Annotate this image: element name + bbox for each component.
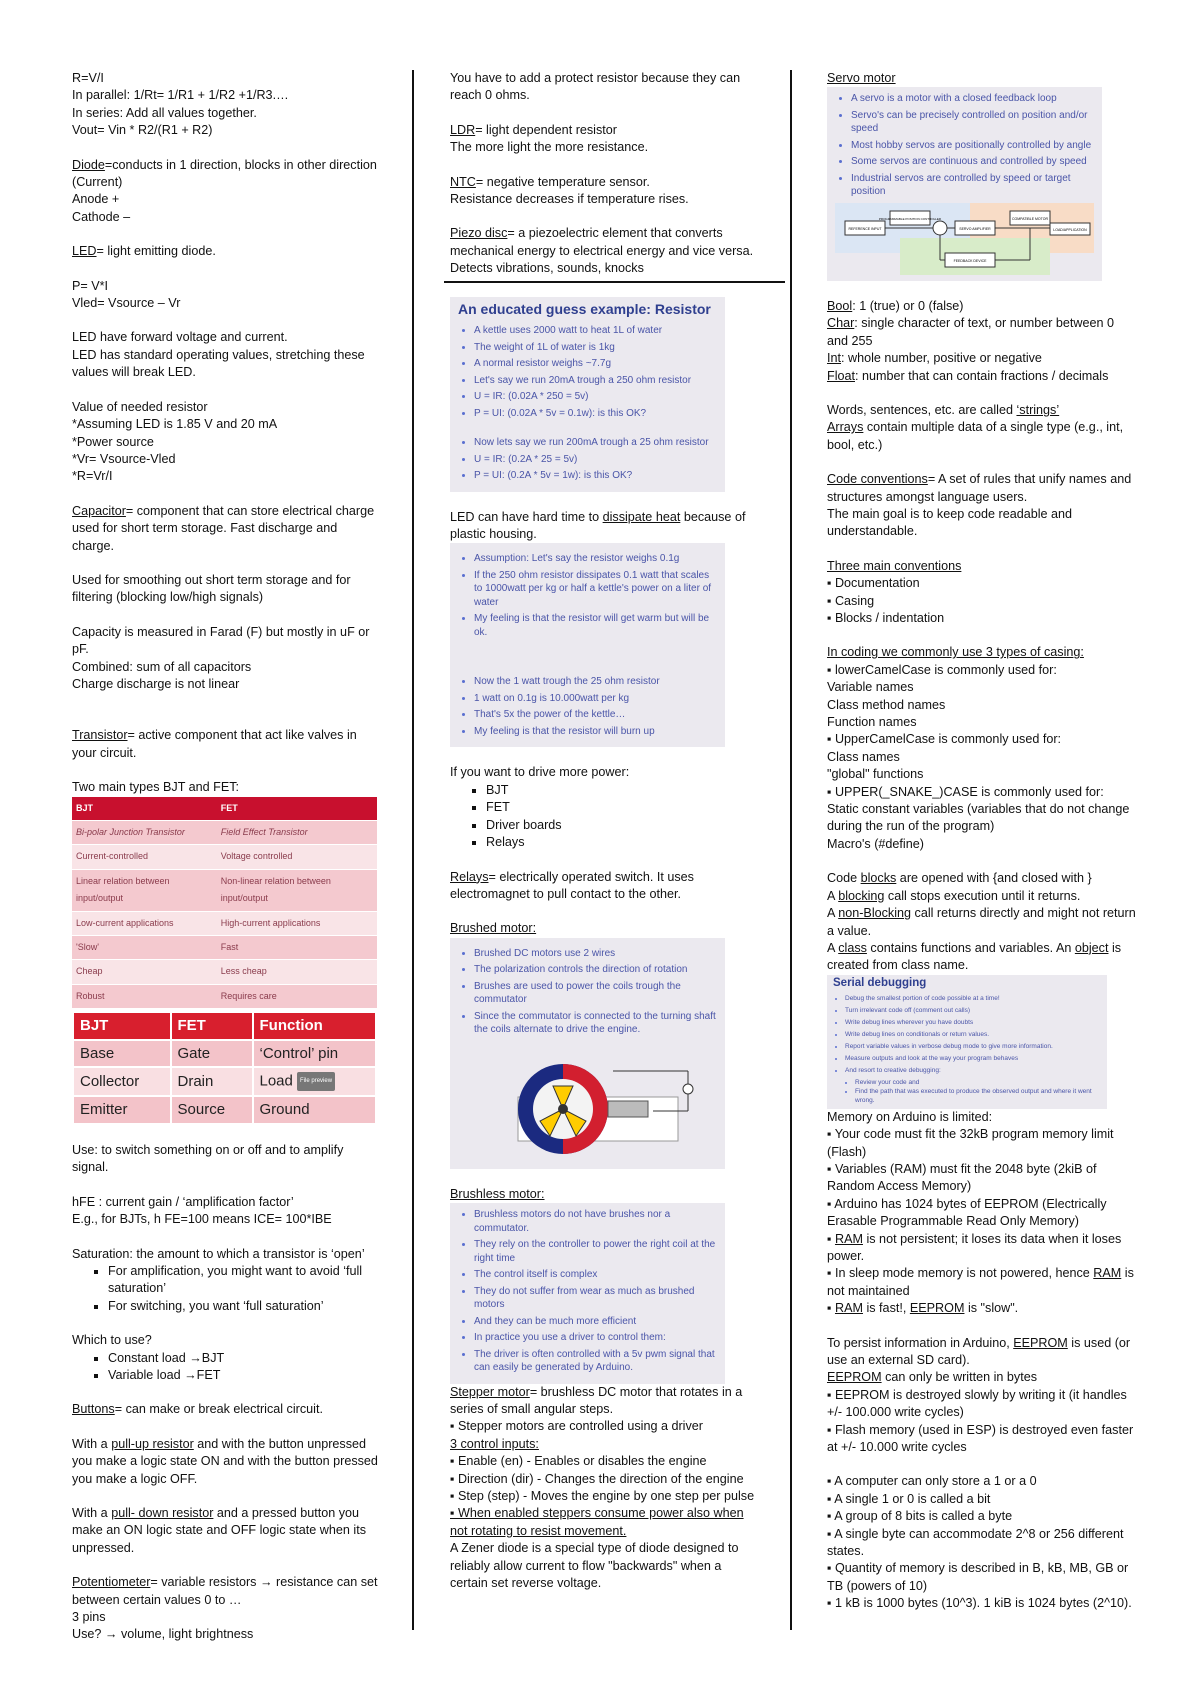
led-standard: LED has standard operating values, stretching these values will break LED. <box>72 347 365 380</box>
table-cell: Low-current applications <box>72 911 217 935</box>
piezo-definition: Piezo disc= a piezoelectric element that converts mechanical energy to electrical energy and vice versa. <box>450 226 754 258</box>
blocking-call: A blocking call stops execution until it returns. <box>827 888 1081 903</box>
list-item: • Brushless motors do not have brushes nor a commutator. <box>474 1208 717 1235</box>
slide-list <box>458 1208 717 1375</box>
stepper-enable: ▪ Enable (en) - Enables or disables the engine <box>450 1454 707 1469</box>
diagram-label: SERVO AMPLIFIER <box>959 226 991 231</box>
diagram-label: FEEDBACK DEVICE <box>953 258 987 263</box>
motor-diagram-svg <box>458 1041 717 1163</box>
slide-list <box>458 436 717 483</box>
potentiometer-use: Use? → volume, light brightness <box>72 1627 254 1642</box>
bjt-fet-comparison-table <box>72 797 377 1010</box>
list-item: • And they can be much more efficient <box>474 1315 717 1329</box>
list-item: • Debug the smallest portion of code possible at a time! <box>845 994 1101 1003</box>
casing-title: In coding we commonly use 3 types of casing: <box>827 645 1084 660</box>
drive-list <box>450 782 755 852</box>
list-item: • A kettle uses 2000 watt to heat 1L of water <box>474 324 717 338</box>
list-item: • Brushed DC motors use 2 wires <box>474 947 717 961</box>
table-header: Function <box>253 1012 377 1039</box>
transistor-use: Use: to switch something on or off and to amplify signal. <box>72 1142 344 1175</box>
memory-title: Memory on Arduino is limited: <box>827 1109 993 1124</box>
list-item: • Since the commutator is connected to the turning shaft the coils alternate to drive the engine. <box>474 1010 717 1037</box>
capacitor-combined: Combined: sum of all capacitors <box>72 659 252 674</box>
servo-diagram-svg <box>835 203 1094 275</box>
list-item: • Brushes are used to power the coils trough the commutator <box>474 980 717 1007</box>
transistor-types: Two main types BJT and FET: <box>72 780 240 795</box>
table-cell: Requires care <box>217 984 377 1008</box>
bits-line: ▪ 1 kB is 1000 bytes (10^3). 1 kiB is 1024 bytes (2^10). <box>827 1596 1132 1611</box>
series-formula: In series: Add all values together. <box>72 105 257 120</box>
list-item: • Let's say we run 20mA trough a 250 ohm resistor <box>474 374 717 388</box>
list-item: ▪ Constant load →BJT <box>108 1350 380 1367</box>
table-cell: Voltage controlled <box>217 845 377 869</box>
slide-title: Serial debugging <box>833 976 927 989</box>
strings-definition: Words, sentences, etc. are called ‘strings’ <box>827 402 1060 417</box>
servo-slide <box>827 87 1102 281</box>
table-cell: Base <box>73 1040 171 1067</box>
brushed-motor-diagram <box>458 1041 717 1163</box>
ohm-law: R=V/I <box>72 71 104 85</box>
arrays-definition: Arrays contain multiple data of a single type (e.g., int, bool, etc.) <box>827 420 1124 452</box>
hfe-definition: hFE : current gain / ‘amplification factor’ <box>72 1194 294 1209</box>
slide-list <box>833 994 1101 1075</box>
list-item: Function names <box>827 715 917 730</box>
list-item: Class method names <box>827 697 946 712</box>
led-forward: LED have forward voltage and current. <box>72 330 288 345</box>
led-definition: LED= light emitting diode. <box>72 244 216 259</box>
stepper-step: ▪ Step (step) - Moves the engine by one step per pulse <box>450 1489 755 1504</box>
which-title: Which to use? <box>72 1333 152 1348</box>
list-item: ▪ Casing <box>827 593 875 608</box>
drive-title: If you want to drive more power: <box>450 765 630 780</box>
diode-definition: Diode=conducts in 1 direction, blocks in other direction (Current) <box>72 157 377 190</box>
memory-line: ▪ In sleep mode memory is not powered, hence RAM is not maintained <box>827 1266 1134 1298</box>
table-cell: Linear relation between input/output <box>72 869 217 911</box>
stepper-direction: ▪ Direction (dir) - Changes the direction of the engine <box>450 1471 744 1486</box>
slide-list <box>458 675 717 738</box>
list-item: ▪ Variable load →FET <box>108 1367 380 1384</box>
column-2 <box>450 70 755 1593</box>
parallel-formula: In parallel: 1/Rt= 1/R1 + 1/R2 +1/R3.… <box>72 88 289 103</box>
eeprom-line: ▪ Flash memory (used in ESP) is destroyed even faster at +/- 10.000 write cycles <box>827 1422 1134 1455</box>
transistor-definition: Transistor= active component that act like valves in your circuit. <box>72 728 357 760</box>
vout-formula: Vout= Vin * R2/(R1 + R2) <box>72 123 213 138</box>
list-item: • In practice you use a driver to control them: <box>474 1331 717 1345</box>
resistor-title: Value of needed resistor <box>72 399 208 414</box>
char-definition: Char: single character of text, or number between 0 and 255 <box>827 316 1115 348</box>
potentiometer-definition: Potentiometer= variable resistors → resistance can set between certain values 0 to … <box>72 1575 378 1607</box>
persist-text: To persist information in Arduino, EEPROM is used (or use an external SD card). <box>827 1335 1131 1367</box>
list-item: • Most hobby servos are positionally controlled by angle <box>851 139 1094 153</box>
serial-debugging-slide <box>827 975 1107 1109</box>
brushless-title: Brushless motor: <box>450 1186 545 1201</box>
bits-line: ▪ A single 1 or 0 is called a bit <box>827 1491 991 1506</box>
column-1 <box>72 70 380 1644</box>
list-item: Static constant variables (variables that do not change during the run of the program) <box>827 802 1130 834</box>
brushless-motor-slide <box>450 1203 725 1384</box>
bool-definition: Bool: 1 (true) or 0 (false) <box>827 298 964 313</box>
table-cell: Emitter <box>73 1096 171 1123</box>
list-item: "global" functions <box>827 767 924 782</box>
list-item: • That's 5x the power of the kettle… <box>474 708 717 722</box>
list-item: • Industrial servos are controlled by speed or target position <box>851 172 1094 199</box>
table-cell: Bi-polar Junction Transistor <box>72 821 217 845</box>
table-cell: Ground <box>253 1096 377 1123</box>
bits-line: ▪ A group of 8 bits is called a byte <box>827 1509 1013 1524</box>
capacitor-discharge: Charge discharge is not linear <box>72 676 240 691</box>
resistor-line: *Power source <box>72 434 154 449</box>
list-item: • U = IR: (0.2A * 25 = 5v) <box>474 453 717 467</box>
saturation-list <box>72 1263 380 1315</box>
list-item: • U = IR: (0.02A * 250 = 5v) <box>474 390 717 404</box>
list-item: • Report variable values in verbose debug mode to give more information. <box>845 1042 1101 1051</box>
three-conventions-title: Three main conventions <box>827 558 962 573</box>
table-cell: Fast <box>217 936 377 960</box>
slide-list <box>835 92 1094 199</box>
list-item: • P = UI: (0.2A * 5v = 1w): is this OK? <box>474 469 717 483</box>
list-item: ▪ BJT <box>486 782 755 799</box>
code-conventions-definition: Code conventions= A set of rules that unify names and structures amongst language users. <box>827 472 1132 504</box>
list-item: • My feeling is that the resistor will burn up <box>474 725 717 739</box>
list-item: • Measure outputs and look at the way your program behaves <box>845 1054 1101 1063</box>
slide-title: An educated guess example: Resistor <box>458 300 711 317</box>
code-blocks: Code blocks are opened with {and closed with } <box>827 871 1092 886</box>
capacitor-measure: Capacity is measured in Farad (F) but mostly in uF or pF. <box>72 624 370 657</box>
list-item: • 1 watt on 0.1g is 10.000watt per kg <box>474 692 717 706</box>
cathode: Cathode – <box>72 209 131 224</box>
slide-list <box>458 947 717 1037</box>
list-item: ▪ Driver boards <box>486 817 755 834</box>
list-item: • If the 250 ohm resistor dissipates 0.1 watt that scales to 1000watt per kg or half a kettle's power on a liter of water <box>474 569 717 610</box>
list-item: • Assumption: Let's say the resistor weighs 0.1g <box>474 552 717 566</box>
servo-diagram <box>835 203 1094 275</box>
list-item: • Find the path that was executed to produce the observed output and where it went wrong. <box>855 1087 1101 1105</box>
list-item: • They rely on the controller to power the right coil at the right time <box>474 1238 717 1265</box>
bits-line: ▪ A single byte can accommodate 2^8 or 256 different states. <box>827 1526 1124 1559</box>
float-definition: Float: number that can contain fractions / decimals <box>827 368 1109 383</box>
table-cell: Less cheap <box>217 960 377 984</box>
list-item: • The weight of 1L of water is 1kg <box>474 341 717 355</box>
memory-line: ▪ Variables (RAM) must fit the 2048 byte (2kiB of Random Access Memory) <box>827 1161 1097 1194</box>
table-cell: Robust <box>72 984 217 1008</box>
piezo-detect: Detects vibrations, sounds, knocks <box>450 261 644 276</box>
diagram-label: PROGRAMMABLE POSITION CONTROLLER <box>878 216 942 221</box>
table-cell: Gate <box>171 1040 253 1067</box>
brushed-motor-slide <box>450 938 725 1169</box>
list-item: • A servo is a motor with a closed feedback loop <box>851 92 1094 106</box>
table-header: FET <box>217 797 377 821</box>
hfe-example: E.g., for BJTs, h FE=100 means ICE= 100*IBE <box>72 1212 332 1227</box>
list-item: • Write debug lines wherever you have doubts <box>845 1018 1101 1027</box>
memory-line: ▪ Your code must fit the 32kB program memory limit (Flash) <box>827 1127 1114 1159</box>
code-conventions-goal: The main goal is to keep code readable and understandable. <box>827 506 1073 539</box>
brushed-title: Brushed motor: <box>450 921 537 936</box>
list-item: Macro's (#define) <box>827 836 924 851</box>
eeprom-line: ▪ EEPROM is destroyed slowly by writing it (it handles +/- 100.000 write cycles) <box>827 1387 1127 1420</box>
summing-junction <box>933 221 947 235</box>
memory-line: ▪ Arduino has 1024 bytes of EEPROM (Electrically Erasable Programmable Read Only Memory) <box>827 1196 1107 1229</box>
stepper-driver: ▪ Stepper motors are controlled using a driver <box>450 1419 703 1434</box>
list-item: • My feeling is that the resistor will get warm but will be ok. <box>474 612 717 639</box>
list-item: • Write debug lines on conditionals or return values. <box>845 1030 1101 1039</box>
list-item: • Some servos are continuous and controlled by speed <box>851 155 1094 169</box>
column-divider-2 <box>790 70 792 1630</box>
led-heat-text: LED can have hard time to dissipate heat because of plastic housing. <box>450 509 746 542</box>
saturation-title: Saturation: the amount to which a transistor is ‘open’ <box>72 1246 365 1261</box>
list-item: • A normal resistor weighs ~7.7g <box>474 357 717 371</box>
commutator <box>608 1101 648 1117</box>
vled-formula: Vled= Vsource – Vr <box>72 296 181 311</box>
table-header: BJT <box>73 1012 171 1039</box>
list-item: • And resort to creative debugging: <box>845 1066 1101 1075</box>
ntc-more: Resistance decreases if temperature rises. <box>450 192 689 207</box>
resistor-line: *Assuming LED is 1.85 V and 20 mA <box>72 417 278 432</box>
assumption-slide <box>450 543 725 747</box>
snake-case: ▪ UPPER(_SNAKE_)CASE is commonly used for: <box>827 784 1104 799</box>
table-cell: Current-controlled <box>72 845 217 869</box>
table-header: FET <box>171 1012 253 1039</box>
memory-line: ▪ RAM is fast!, EEPROM is "slow". <box>827 1301 1019 1316</box>
int-definition: Int: whole number, positive or negative <box>827 351 1042 366</box>
potentiometer-pins: 3 pins <box>72 1610 106 1624</box>
list-item: ▪ Blocks / indentation <box>827 611 945 625</box>
list-item: ▪ For switching, you want ‘full saturation’ <box>108 1298 380 1315</box>
list-item: • Now the 1 watt trough the 25 ohm resistor <box>474 675 717 689</box>
shaft <box>558 1104 568 1114</box>
power-formula: P= V*I <box>72 278 109 293</box>
table-cell: Cheap <box>72 960 217 984</box>
eeprom-bytes: EEPROM can only be written in bytes <box>827 1370 1037 1385</box>
list-item: • Now lets say we run 200mA trough a 25 ohm resistor <box>474 436 717 450</box>
pullup-text: With a pull-up resistor and with the button unpressed you make a logic state ON and with the button pressed you make a logic OFF. <box>72 1436 378 1486</box>
ldr-more: The more light the more resistance. <box>450 140 649 155</box>
table-cell: Non-linear relation between input/output <box>217 869 377 911</box>
educated-guess-slide <box>450 297 725 492</box>
list-item: • The driver is often controlled with a 5v pwm signal that can easily be generated by Arduino. <box>474 1348 717 1375</box>
file-preview-tag[interactable]: File preview <box>297 1072 335 1091</box>
list-item: • They do not suffer from wear as much as brushed motors <box>474 1285 717 1312</box>
capacitor-definition: Capacitor= component that can store electrical charge used for short term storage. Fast discharge and charge. <box>72 503 375 553</box>
list-item: • Servo's can be precisely controlled on position and/or speed <box>851 109 1094 136</box>
bits-line: ▪ Quantity of memory is described in B, kB, MB, GB or TB (powers of 10) <box>827 1561 1129 1593</box>
stepper-definition: Stepper motor= brushless DC motor that rotates in a series of small angular steps. <box>450 1384 743 1417</box>
table-cell: High-current applications <box>217 911 377 935</box>
column-divider-1 <box>412 70 414 1630</box>
table-cell: Field Effect Transistor <box>217 821 377 845</box>
upper-camel-case: ▪ UpperCamelCase is commonly used for: <box>827 732 1062 747</box>
protect-resistor: You have to add a protect resistor because they can reach 0 ohms. <box>450 71 741 103</box>
list-item: Class names <box>827 749 900 764</box>
buttons-definition: Buttons= can make or break electrical circuit. <box>72 1402 323 1417</box>
slide-list <box>458 324 717 420</box>
bjt-fet-pin-table <box>72 1011 377 1125</box>
battery <box>683 1084 693 1094</box>
list-item: Variable names <box>827 680 914 695</box>
table-cell: Drain <box>171 1067 253 1096</box>
stepper-inputs: 3 control inputs: <box>450 1436 539 1451</box>
non-blocking-call: A non-Blocking call returns directly and might not return a value. <box>827 906 1136 938</box>
table-cell: Collector <box>73 1067 171 1096</box>
capacitor-use: Used for smoothing out short term storage and for filtering (blocking low/high signals) <box>72 572 351 605</box>
list-item: • Review your code and <box>855 1078 1101 1087</box>
servo-title: Servo motor <box>827 71 896 85</box>
list-item: ▪ Documentation <box>827 576 920 591</box>
anode: Anode + <box>72 192 120 207</box>
stepper-power: ▪ When enabled steppers consume power also when not rotating to resist movement. <box>450 1506 744 1538</box>
memory-line: ▪ RAM is not persistent; it loses its data when it loses power. <box>827 1231 1122 1263</box>
table-cell: Load File preview <box>253 1067 377 1096</box>
which-list <box>72 1350 380 1385</box>
section-divider <box>444 281 785 283</box>
list-item: • Turn irrelevant code off (comment out calls) <box>845 1006 1101 1015</box>
resistor-line: *Vr= Vsource-Vled <box>72 451 176 466</box>
table-cell: Source <box>171 1096 253 1123</box>
resistor-line: *R=Vr/I <box>72 469 113 484</box>
list-item: ▪ For amplification, you might want to avoid ‘full saturation’ <box>108 1263 380 1298</box>
pulldown-text: With a pull- down resistor and a pressed button you make an ON logic state and OFF logic state when its unpressed. <box>72 1505 366 1555</box>
table-cell: 'Slow' <box>72 936 217 960</box>
ldr-definition: LDR= light dependent resistor <box>450 122 617 137</box>
slide-sublist <box>833 1078 1101 1105</box>
table-header: BJT <box>72 797 217 821</box>
list-item: ▪ FET <box>486 799 755 816</box>
relay-definition: Relays= electrically operated switch. It uses electromagnet to pull contact to the other. <box>450 869 694 901</box>
column-3 <box>827 70 1137 1613</box>
slide-list <box>458 552 717 639</box>
list-item: • The control itself is complex <box>474 1268 717 1282</box>
list-item: ▪ Relays <box>486 834 755 851</box>
table-cell: ‘Control’ pin <box>253 1040 377 1067</box>
diagram-label: COMPATIBLE MOTOR <box>1012 216 1048 221</box>
diagram-label: LOAD/APPLICATION <box>1053 227 1087 232</box>
ntc-definition: NTC= negative temperature sensor. <box>450 174 650 189</box>
list-item: • The polarization controls the direction of rotation <box>474 963 717 977</box>
zener-definition: A Zener diode is a special type of diode designed to reliably allow current to flow "backwards" when a certain set reverse voltage. <box>450 1541 739 1591</box>
list-item: • P = UI: (0.02A * 5v = 0.1w): is this OK? <box>474 407 717 421</box>
diagram-label: REFERENCE INPUT <box>848 226 882 231</box>
class-object: A class contains functions and variables. An object is created from class name. <box>827 940 1122 973</box>
bits-line: ▪ A computer can only store a 1 or a 0 <box>827 1474 1037 1489</box>
lower-camel-case: ▪ lowerCamelCase is commonly used for: <box>827 662 1057 677</box>
